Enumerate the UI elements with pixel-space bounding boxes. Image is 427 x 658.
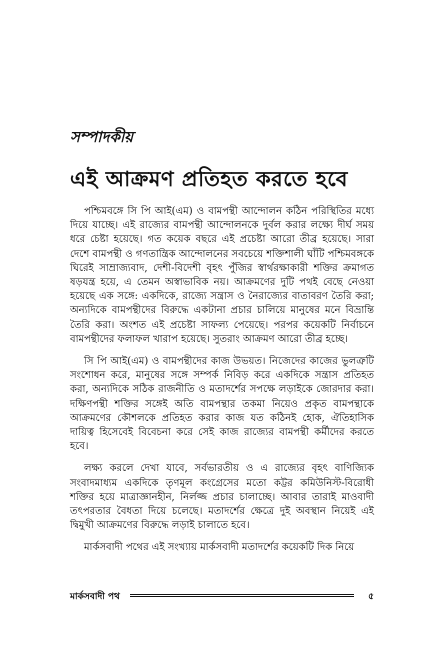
footer-rule <box>130 594 354 597</box>
journal-title: মার্কসবাদী পথ <box>70 592 120 602</box>
page-number: ৫ <box>368 592 374 602</box>
paragraph: মার্কসবাদী পথের এই সংখ্যায় মার্কসবাদী মতাদর্শের কয়েকটি দিক নিয়ে <box>84 542 355 554</box>
editorial-body <box>70 205 374 556</box>
paragraph: পশ্চিমবঙ্গে সি পি আই(এম) ও বামপন্থী আন্দোলন কঠিন পরিস্থিতির মধ্যে দিয়ে যাচ্ছে। এই রাজ্যের বামপন্থী আন্দোলনকে দুর্বল করার লক্ষ্যে দীর্ঘ সময় ধরে চেষ্টা হয়েছে। গত কয়েক বছরে এই প্রচেষ্টা আরো তীব্র হয়েছে। সারা দেশে বামপন্থী ও গণতান্ত্রিক আন্দোলনের সবচেয়ে শক্তিশালী ঘাঁটি পশ্চিমবঙ্গকে ঘিরেই সাম্রাজ্যবাদ, দেশী-বিদেশী বৃহৎ পুঁজির স্বার্থরক্ষাকারী শক্তির ক্রমাগত ষড়যন্ত্র হয়ে, এ তেমন অস্বাভাবিক নয়। আক্রমণের দুটি পথই বেছে নেওয়া হয়েছে এক সঙ্গে: একদিকে, রাজ্যে সন্ত্রাস ও নৈরাজ্যের বাতাবরণ তৈরি করা; অন্যদিকে বামপন্থীদের বিরুদ্ধে একটানা প্রচার চালিয়ে মানুষের মনে বিভ্রান্তি তৈরি করা। অংশত এই প্রচেষ্টা সাফল্য পেয়েছে। পরপর কয়েকটি নির্বাচনে বামপন্থীদের ফলাফল খারাপ হয়েছে। সুতরাং আক্রমণ আরো তীব্র হচ্ছে। <box>70 206 374 345</box>
section-label: সম্পাদকীয় <box>70 128 134 146</box>
paragraph: লক্ষ্য করলে দেখা যাবে, সর্বভারতীয় ও এ রাজ্যের বৃহৎ বাণিজ্যিক সংবাদমাধ্যম একদিকে তৃণমূল কংগ্রেসের মতো কট্টর কমিউনিস্ট-বিরোধী শক্তির হয়ে মাত্রাজ্ঞানহীন, নির্লজ্জ প্রচার চালাচ্ছে। আবার তারাই মাওবাদী তৎপরতার বৈধতা দিয়ে চলেছে। মতাদর্শের ক্ষেত্রে দুই অবস্থান নিয়েই এই দ্বিমুখী আক্রমণের বিরুদ্ধে লড়াই চালাতে হবে। <box>70 463 374 532</box>
page-footer <box>70 589 374 603</box>
editorial-headline: এই আক্রমণ প্রতিহত করতে হবে <box>70 167 348 191</box>
paragraph: সি পি আই(এম) ও বামপন্থীদের কাজ উভয়ত। নিজেদের কাজের ভুলত্রুটি সংশোধন করে, মানুষের সঙ্গে সম্পর্ক নিবিড় করে একদিকে সন্ত্রাস প্রতিহত করা, অন্যদিকে সঠিক রাজনীতি ও মতাদর্শের সপক্ষে লড়াইকে জোরদার করা। দক্ষিণপন্থী শক্তির সঙ্গেই অতি বামপন্থার তকমা নিয়েও প্রকৃত বামপন্থাকে আক্রমণের কৌশলকে প্রতিহত করার কাজ যত কঠিনই হোক, ঐতিহাসিক দায়িত্ব হিসেবেই বিবেচনা করে সেই কাজ রাজ্যের বামপন্থী কর্মীদের করতে হবে। <box>70 356 374 453</box>
